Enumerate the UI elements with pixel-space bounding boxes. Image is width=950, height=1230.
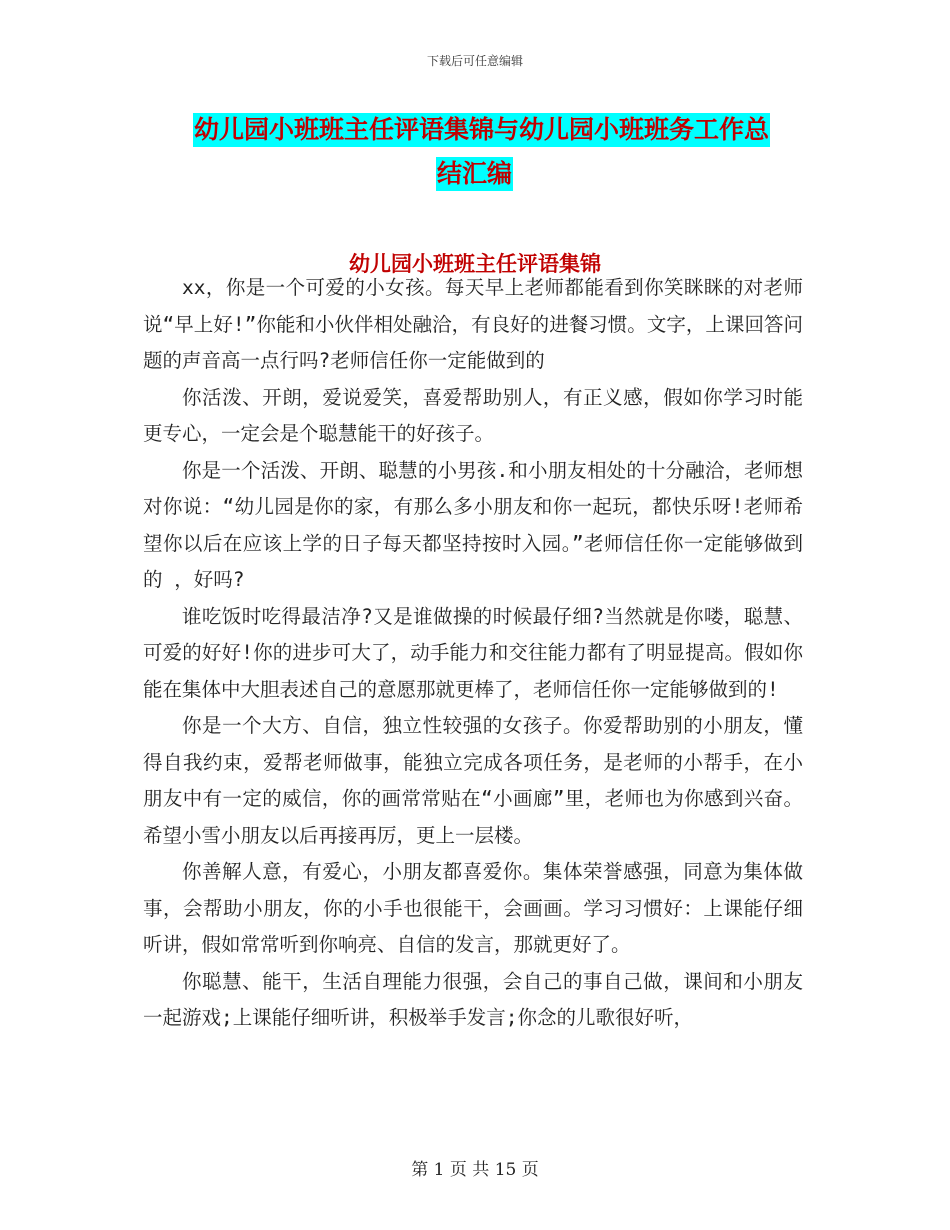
header-note: 下载后可任意编辑 — [426, 54, 523, 68]
document-title-line-2: 结汇编 — [436, 157, 513, 191]
paragraph: 你是一个大方、自信，独立性较强的女孩子。你爱帮助别的小朋友，懂得自我约束，爱帮老师做事，能独立完成各项任务，是老师的小帮手，在小朋友中有一定的威信，你的画常常贴在“小画廊”里，老师也为你感到兴奋。希望小雪小朋友以后再接再厉，更上一层楼。 — [143, 714, 803, 847]
paragraph: 谁吃饭时吃得最洁净?又是谁做操的时候最仔细?当然就是你喽，聪慧、可爱的好好!你的进步可大了，动手能力和交往能力都有了明显提高。假如你能在集体中大胆表述自己的意愿那就更棒了，老师信任你一定能够做到的! — [143, 604, 803, 701]
paragraph: xx，你是一个可爱的小女孩。每天早上老师都能看到你笑眯眯的对老师说“早上好!”你能和小伙伴相处融洽，有良好的进餐习惯。文字，上课回答问题的声音高一点行吗?老师信任你一定能做到的 — [143, 276, 803, 372]
paragraph: 你善解人意，有爱心，小朋友都喜爱你。集体荣誉感强，同意为集体做事，会帮助小朋友，你的小手也很能干，会画画。学习习惯好：上课能仔细听讲，假如常常听到你响亮、自信的发言，那就更好了。 — [143, 860, 803, 956]
section-title: 幼儿园小班班主任评语集锦 — [349, 252, 601, 276]
paragraph: 你活泼、开朗，爱说爱笑，喜爱帮助别人，有正义感，假如你学习时能更专心，一定会是个聪慧能干的好孩子。 — [143, 385, 803, 445]
page-footer: 第 1 页 共 15 页 — [411, 1160, 539, 1180]
paragraph: 你聪慧、能干，生活自理能力很强，会自己的事自己做，课间和小朋友一起游戏;上课能仔细听讲，积极举手发言;你念的儿歌很好听， — [143, 969, 803, 1029]
paragraph: 你是一个活泼、开朗、聪慧的小男孩.和小朋友相处的十分融洽，老师想对你说：“幼儿园是你的家，有那么多小朋友和你一起玩，都快乐呀!老师希望你以后在应该上学的日子每天都坚持按时入园。”老师信任你一定能够做到的 ，好吗? — [143, 458, 803, 591]
body-text — [143, 270, 803, 1037]
document-title-line-1: 幼儿园小班班主任评语集锦与幼儿园小班班务工作总 — [193, 113, 770, 147]
